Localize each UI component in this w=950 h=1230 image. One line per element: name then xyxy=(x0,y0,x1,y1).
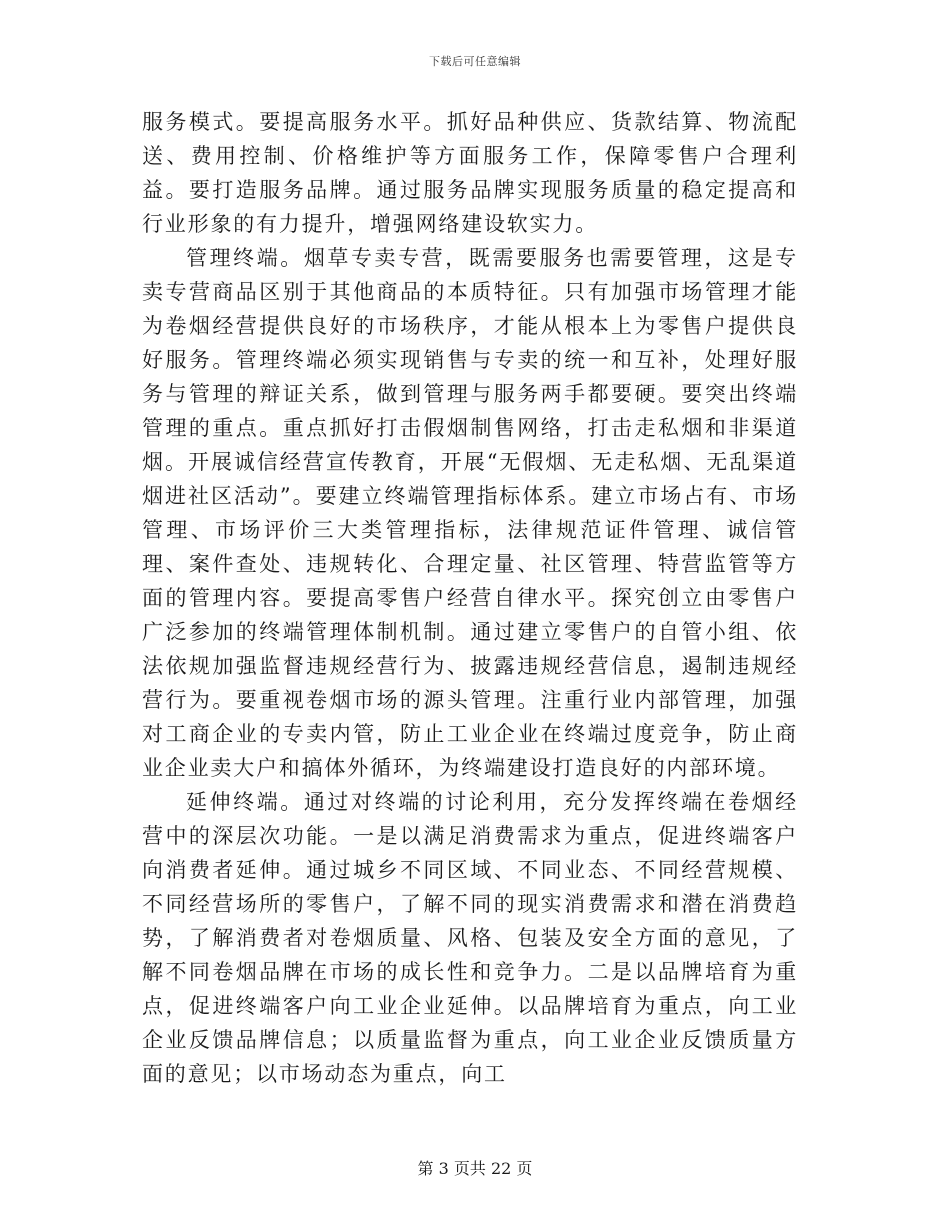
paragraph-service-mode: 服务模式。要提高服务水平。抓好品种供应、货款结算、物流配送、费用控制、价格维护等方面服务工作，保障零售户合理利益。要打造服务品牌。通过服务品牌实现服务质量的稳定提高和行业形象的有力提升，增强网络建设软实力。 xyxy=(142,110,798,236)
document-body xyxy=(142,105,798,1091)
page-header: 下载后可任意编辑 xyxy=(429,55,521,68)
page-number: 第 3 页共 22 页 xyxy=(417,1159,533,1178)
paragraph-manage-terminal: 管理终端。烟草专卖专营，既需要服务也需要管理，这是专卖专营商品区别于其他商品的本质特征。只有加强市场管理才能为卷烟经营提供良好的市场秩序，才能从根本上为零售户提供良好服务。管理终端必须实现销售与专卖的统一和互补，处理好服务与管理的辩证关系，做到管理与服务两手都要硬。要突出终端管理的重点。重点抓好打击假烟制售网络，打击走私烟和非渠道烟。开展诚信经营宣传教育，开展“无假烟、无走私烟、无乱渠道烟进社区活动”。要建立终端管理指标体系。建立市场占有、市场管理、市场评价三大类管理指标，法律规范证件管理、诚信管理、案件查处、违规转化、合理定量、社区管理、特营监管等方面的管理内容。要提高零售户经营自律水平。探究创立由零售户广泛参加的终端管理体制机制。通过建立零售户的自管小组、依法依规加强监督违规经营行为、披露违规经营信息，遏制违规经营行为。要重视卷烟市场的源头管理。注重行业内部管理，加强对工商企业的专卖内管，防止工业企业在终端过度竞争，防止商业企业卖大户和搞体外循环，为终端建设打造良好的内部环境。 xyxy=(142,246,798,780)
paragraph-extend-terminal: 延伸终端。通过对终端的讨论利用，充分发挥终端在卷烟经营中的深层次功能。一是以满足消费需求为重点，促进终端客户向消费者延伸。通过城乡不同区域、不同业态、不同经营规模、不同经营场所的零售户，了解不同的现实消费需求和潜在消费趋势，了解消费者对卷烟质量、风格、包装及安全方面的意见，了解不同卷烟品牌在市场的成长性和竞争力。二是以品牌培育为重点，促进终端客户向工业企业延伸。以品牌培育为重点，向工业企业反馈品牌信息；以质量监督为重点，向工业企业反馈质量方面的意见；以市场动态为重点，向工 xyxy=(142,790,798,1086)
